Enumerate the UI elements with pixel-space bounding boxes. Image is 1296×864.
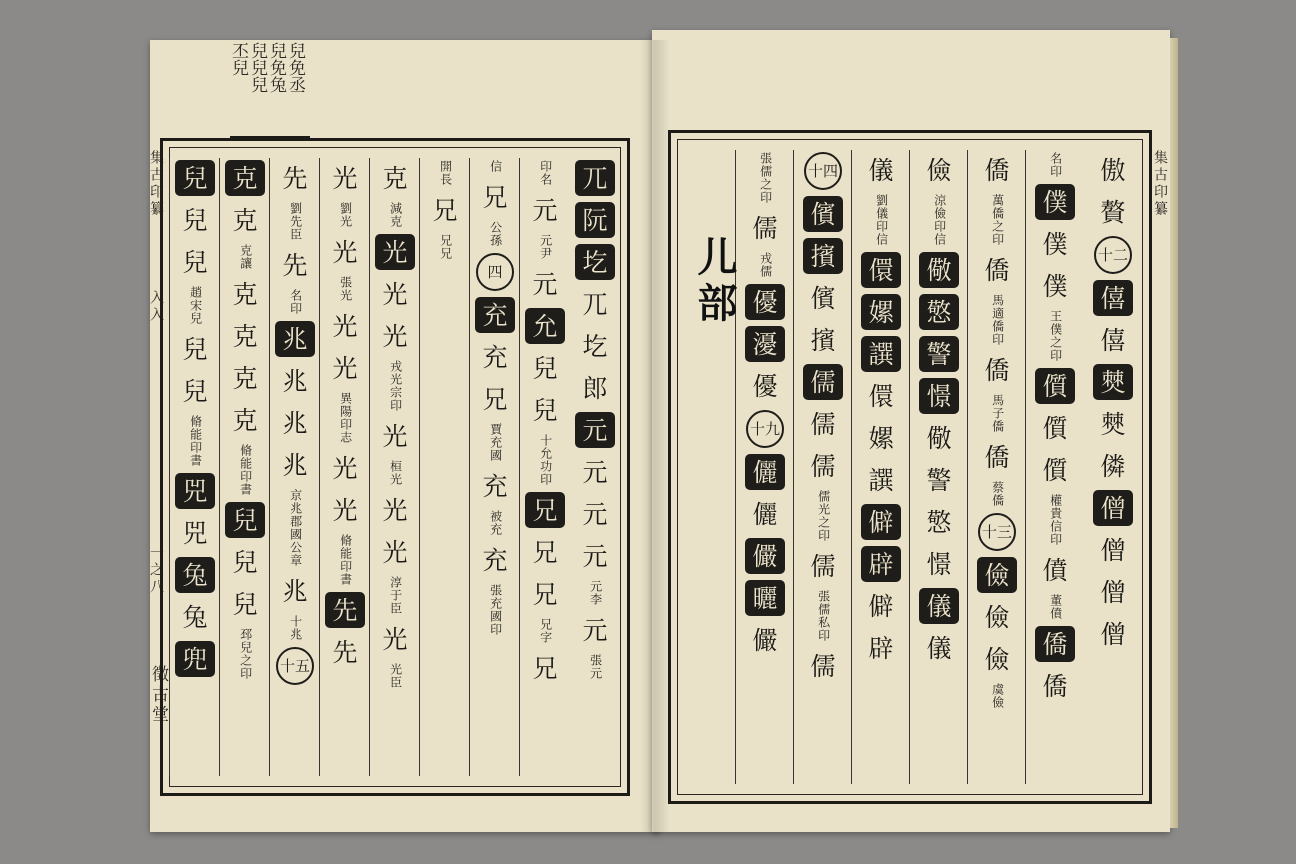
seal-glyph: 克 [232, 205, 258, 235]
top-note-col: 兒免丞 [285, 42, 305, 93]
seal-caption: 萬僑之印 [990, 194, 1005, 246]
seal-glyph: 儷 [745, 454, 785, 490]
seal-caption: 張光 [338, 276, 353, 302]
seal-glyph: 僧 [1093, 490, 1133, 526]
left-top-note [205, 42, 303, 112]
seal-caption: 劉儀印信 [874, 194, 889, 246]
seal-caption: 十允功印 [538, 434, 553, 486]
seal-glyph: 充 [482, 545, 508, 575]
seal-glyph: 僑 [1035, 626, 1075, 662]
seal-glyph: 警 [919, 336, 959, 372]
seal-caption: 減克 [388, 202, 403, 228]
seal-glyph: 光 [382, 421, 408, 451]
seal-glyph: 先 [282, 163, 308, 193]
seal-caption: 儒光之印 [816, 490, 831, 542]
seal-caption: 淳于臣 [388, 576, 403, 615]
seal-glyph: 克 [232, 363, 258, 393]
seal-caption: 十兆 [288, 615, 303, 641]
seal-glyph: 克 [225, 160, 265, 196]
seal-glyph: 儉 [984, 602, 1010, 632]
seal-caption: 劉先臣 [288, 202, 303, 241]
seal-glyph: 光 [382, 495, 408, 525]
seal-caption: 劉光 [338, 202, 353, 228]
seal-column [1084, 150, 1142, 784]
seal-glyph: 先 [282, 250, 308, 280]
left-margin-publisher: 徵古堂 [148, 665, 168, 725]
seal-glyph: 憼 [919, 294, 959, 330]
seal-glyph: 兒 [232, 547, 258, 577]
seal-glyph: 儷 [752, 499, 778, 529]
seal-glyph: 先 [325, 592, 365, 628]
seal-glyph: 元 [532, 195, 558, 225]
seal-glyph: 光 [332, 311, 358, 341]
stroke-count-marker: 四 [476, 253, 514, 291]
seal-glyph: 僖 [1100, 325, 1126, 355]
seal-caption: 董僨 [1048, 594, 1063, 620]
seal-glyph: 光 [382, 321, 408, 351]
seal-glyph: 儨 [1035, 368, 1075, 404]
seal-column [735, 150, 794, 784]
seal-glyph: 儒 [810, 451, 836, 481]
seal-glyph: 儉 [977, 557, 1017, 593]
seal-caption: 蔡僑 [990, 481, 1005, 507]
seal-glyph: 光 [382, 624, 408, 654]
seal-glyph: 光 [332, 237, 358, 267]
seal-glyph: 兒 [532, 353, 558, 383]
seal-column [967, 150, 1026, 784]
seal-glyph: 譔 [861, 336, 901, 372]
seal-glyph: 光 [382, 537, 408, 567]
seal-glyph: 兒 [182, 334, 208, 364]
seal-glyph: 兆 [275, 321, 315, 357]
seal-glyph: 兆 [282, 366, 308, 396]
seal-glyph: 儉 [984, 644, 1010, 674]
seal-glyph: 先 [332, 637, 358, 667]
seal-column [909, 150, 968, 784]
seal-glyph: 儨 [1042, 413, 1068, 443]
seal-glyph: 僰 [1100, 409, 1126, 439]
seal-caption: 王僕之印 [1048, 310, 1063, 362]
seal-glyph: 僰 [1093, 364, 1133, 400]
seal-caption: 桓光 [388, 460, 403, 486]
seal-caption: 邳兒之印 [238, 628, 253, 680]
seal-glyph: 儀 [919, 588, 959, 624]
seal-glyph: 兆 [282, 408, 308, 438]
seal-caption: 戎儒 [758, 252, 773, 278]
seal-glyph: 辟 [861, 546, 901, 582]
seal-caption: 馬適僑印 [990, 294, 1005, 346]
seal-glyph: 憬 [926, 549, 952, 579]
seal-column [219, 158, 270, 776]
right-page-frame [668, 130, 1152, 804]
seal-glyph: 儨 [1042, 455, 1068, 485]
stroke-count-marker: 十四 [804, 152, 842, 190]
seal-glyph: 兔 [182, 602, 208, 632]
seal-column [1025, 150, 1084, 784]
seal-caption: 名印 [288, 289, 303, 315]
seal-glyph: 光 [332, 453, 358, 483]
seal-glyph: 僧 [1100, 577, 1126, 607]
seal-column [419, 158, 470, 776]
seal-caption: 元李 [588, 580, 603, 606]
seal-glyph: 僕 [1042, 229, 1068, 259]
seal-caption: 克讓 [238, 244, 253, 270]
stroke-count-marker: 十九 [746, 410, 784, 448]
seal-glyph: 兀 [582, 289, 608, 319]
seal-column [269, 158, 320, 776]
seal-column [519, 158, 570, 776]
seal-glyph: 儆 [926, 423, 952, 453]
seal-caption: 被充 [488, 510, 503, 536]
seal-caption: 張儒私印 [816, 590, 831, 642]
seal-glyph: 兒 [175, 160, 215, 196]
seal-glyph: 兒 [232, 589, 258, 619]
section-label: 儿部 [691, 236, 738, 328]
seal-glyph: 兒 [182, 247, 208, 277]
seal-caption: 信 [488, 160, 503, 173]
seal-glyph: 兕 [182, 518, 208, 548]
seal-glyph: 兄 [532, 579, 558, 609]
seal-glyph: 光 [375, 234, 415, 270]
seal-glyph: 光 [332, 353, 358, 383]
left-margin-footer: 一之八 [148, 545, 164, 596]
seal-column [369, 158, 420, 776]
seal-caption: 權貴信印 [1048, 494, 1063, 546]
seal-glyph: 僻 [868, 591, 894, 621]
seal-glyph: 充 [482, 342, 508, 372]
seal-glyph: 克 [232, 405, 258, 435]
seal-glyph: 圪 [575, 244, 615, 280]
seal-glyph: 充 [475, 297, 515, 333]
seal-glyph: 光 [382, 279, 408, 309]
seal-glyph: 儇 [868, 381, 894, 411]
seal-glyph: 儉 [926, 155, 952, 185]
seal-glyph: 儒 [803, 364, 843, 400]
stroke-count-marker: 十二 [1094, 236, 1132, 274]
seal-glyph: 儼 [752, 625, 778, 655]
seal-caption: 虞儉 [990, 683, 1005, 709]
seal-glyph: 元 [582, 457, 608, 487]
seal-caption: 光臣 [388, 663, 403, 689]
seal-glyph: 兄 [482, 384, 508, 414]
right-columns [677, 139, 1143, 795]
seal-glyph: 兒 [182, 205, 208, 235]
seal-glyph: 僑 [1042, 671, 1068, 701]
seal-glyph: 傲 [1100, 155, 1126, 185]
right-margin-header: 集古印纂 [1152, 150, 1168, 218]
seal-glyph: 兆 [282, 450, 308, 480]
seal-glyph: 兒 [225, 502, 265, 538]
seal-caption: 兄兄 [438, 234, 453, 260]
seal-glyph: 僑 [984, 155, 1010, 185]
seal-column [851, 150, 910, 784]
top-note-col: 丕兒 [228, 42, 248, 76]
seal-glyph: 辟 [868, 633, 894, 663]
seal-glyph: 儀 [868, 155, 894, 185]
seal-caption: 兄字 [538, 618, 553, 644]
seal-glyph: 儆 [919, 252, 959, 288]
seal-caption: 脩能印書 [188, 415, 203, 467]
seal-glyph: 瀀 [745, 326, 785, 362]
seal-glyph: 僧 [1100, 535, 1126, 565]
seal-glyph: 贅 [1100, 197, 1126, 227]
seal-glyph: 兄 [525, 492, 565, 528]
seal-glyph: 光 [332, 163, 358, 193]
seal-column [469, 158, 520, 776]
seal-glyph: 儐 [810, 283, 836, 313]
seal-caption: 開長 [438, 160, 453, 186]
seal-glyph: 兄 [482, 182, 508, 212]
top-note-col: 兒兒兒 [247, 42, 267, 93]
seal-caption: 戎光宗印 [388, 360, 403, 412]
seal-caption: 印名 [538, 160, 553, 186]
seal-glyph: 兆 [282, 576, 308, 606]
seal-glyph: 嫘 [868, 423, 894, 453]
seal-caption: 京兆郡國公章 [288, 489, 303, 567]
seal-glyph: 兒 [182, 376, 208, 406]
seal-glyph: 曬 [745, 580, 785, 616]
seal-glyph: 阮 [575, 202, 615, 238]
seal-glyph: 兀 [575, 160, 615, 196]
seal-caption: 公孫 [488, 221, 503, 247]
seal-glyph: 兒 [532, 395, 558, 425]
seal-glyph: 優 [752, 371, 778, 401]
seal-glyph: 僧 [1100, 619, 1126, 649]
seal-glyph: 儒 [752, 213, 778, 243]
seal-glyph: 元 [582, 541, 608, 571]
seal-column [319, 158, 370, 776]
seal-glyph: 僑 [984, 355, 1010, 385]
seal-caption: 脩能印書 [238, 444, 253, 496]
seal-caption: 涼儉印信 [932, 194, 947, 246]
seal-glyph: 兔 [175, 557, 215, 593]
left-columns [169, 147, 621, 787]
seal-glyph: 元 [582, 615, 608, 645]
seal-glyph: 優 [745, 284, 785, 320]
left-margin-header-2: 入入 [148, 290, 164, 324]
seal-caption: 張元 [588, 654, 603, 680]
seal-glyph: 兕 [175, 473, 215, 509]
seal-glyph: 僑 [984, 442, 1010, 472]
seal-column [570, 158, 620, 776]
seal-glyph: 儀 [926, 633, 952, 663]
seal-glyph: 僨 [1042, 555, 1068, 585]
seal-glyph: 僯 [1100, 451, 1126, 481]
seal-glyph: 嫘 [861, 294, 901, 330]
seal-glyph: 兄 [532, 653, 558, 683]
seal-glyph: 憼 [926, 507, 952, 537]
seal-glyph: 兄 [432, 195, 458, 225]
seal-glyph: 擯 [803, 238, 843, 274]
seal-glyph: 充 [482, 471, 508, 501]
seal-glyph: 僑 [984, 255, 1010, 285]
seal-caption: 張充國印 [488, 584, 503, 636]
seal-caption: 異陽印志 [338, 392, 353, 444]
seal-caption: 脩能印書 [338, 534, 353, 586]
seal-caption: 賈充國 [488, 423, 503, 462]
seal-glyph: 僕 [1035, 184, 1075, 220]
seal-caption: 張儒之印 [758, 152, 773, 204]
seal-glyph: 儒 [810, 409, 836, 439]
stroke-count-marker: 十三 [978, 513, 1016, 551]
seal-glyph: 圪 [582, 331, 608, 361]
seal-glyph: 克 [382, 163, 408, 193]
seal-glyph: 兄 [532, 537, 558, 567]
frame-tab [230, 136, 310, 139]
seal-glyph: 克 [232, 279, 258, 309]
left-page-frame [160, 138, 630, 796]
top-note-col: 兒免兔 [266, 42, 286, 93]
seal-caption: 名印 [1048, 152, 1063, 178]
seal-glyph: 憬 [919, 378, 959, 414]
seal-glyph: 譔 [868, 465, 894, 495]
seal-glyph: 儼 [745, 538, 785, 574]
seal-caption: 趙宋兒 [188, 286, 203, 325]
seal-caption: 元尹 [538, 234, 553, 260]
seal-glyph: 儒 [810, 651, 836, 681]
stroke-count-marker: 十五 [276, 647, 314, 685]
seal-glyph: 兜 [175, 641, 215, 677]
seal-column [169, 158, 220, 776]
seal-glyph: 警 [926, 465, 952, 495]
seal-glyph: 僕 [1042, 271, 1068, 301]
seal-caption: 馬子僑 [990, 394, 1005, 433]
seal-glyph: 儒 [810, 551, 836, 581]
seal-glyph: 光 [332, 495, 358, 525]
seal-glyph: 克 [232, 321, 258, 351]
seal-glyph: 元 [582, 499, 608, 529]
seal-column [793, 150, 852, 784]
seal-glyph: 元 [532, 269, 558, 299]
seal-glyph: 元 [575, 412, 615, 448]
seal-glyph: 擯 [810, 325, 836, 355]
seal-glyph: 郎 [582, 373, 608, 403]
seal-glyph: 儐 [803, 196, 843, 232]
seal-glyph: 僖 [1093, 280, 1133, 316]
seal-glyph: 僻 [861, 504, 901, 540]
left-margin-header: 集古印纂 [148, 150, 164, 218]
seal-glyph: 儇 [861, 252, 901, 288]
seal-glyph: 允 [525, 308, 565, 344]
